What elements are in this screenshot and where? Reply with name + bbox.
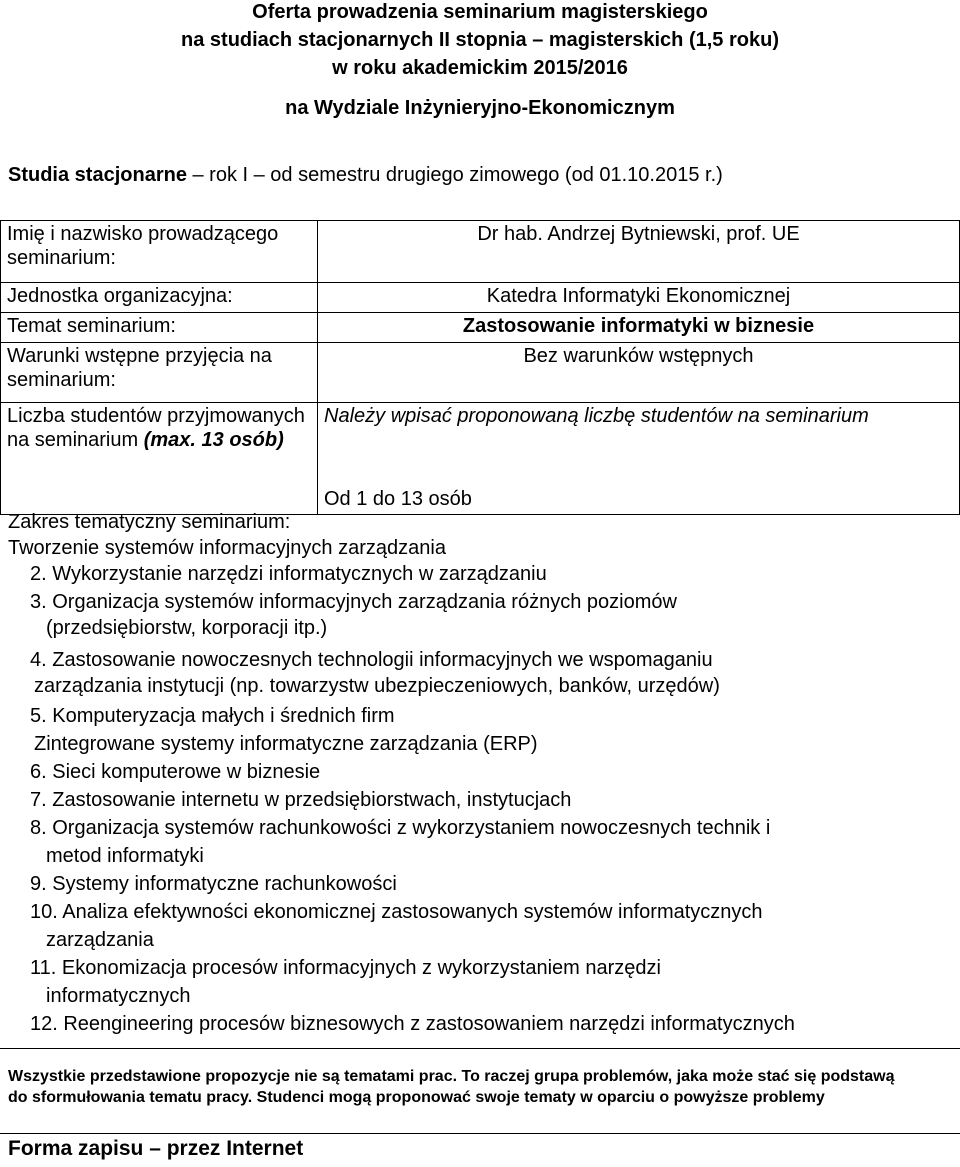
topic-item: 4. Zastosowanie nowoczesnych technologii informacyjnych we wspomaganiu	[30, 649, 713, 671]
topic-item: 11. Ekonomizacja procesów informacyjnych z wykorzystaniem narzędzi	[30, 957, 661, 979]
value-liczba	[318, 403, 960, 515]
label-liczba-max: (max. 13 osób)	[143, 429, 284, 451]
header-line-3: w roku akademickim 2015/2016	[332, 57, 628, 79]
row-liczba	[1, 403, 960, 515]
label-temat: Temat seminarium:	[1, 313, 318, 343]
value-temat: Zastosowanie informatyki w biznesie	[318, 313, 960, 343]
seminar-info-table	[0, 220, 960, 515]
zakres-first-item: Tworzenie systemów informacyjnych zarządzania	[8, 537, 446, 559]
studia-bold: Studia stacjonarne	[8, 164, 187, 186]
topic-item: informatycznych	[46, 985, 191, 1007]
topic-item: 12. Reengineering procesów biznesowych z zastosowaniem narzędzi informatycznych	[30, 1013, 795, 1035]
value-prowadzacy: Dr hab. Andrzej Bytniewski, prof. UE	[318, 221, 960, 283]
value-warunki: Bez warunków wstępnych	[318, 343, 960, 403]
divider	[0, 1048, 960, 1049]
topic-item: 6. Sieci komputerowe w biznesie	[30, 761, 321, 783]
header-line-1: Oferta prowadzenia seminarium magisterskiego	[252, 1, 708, 23]
label-liczba	[1, 403, 318, 515]
liczba-value: Od 1 do 13 osób	[324, 488, 472, 510]
topic-item: metod informatyki	[46, 845, 204, 867]
liczba-note: Należy wpisać proponowaną liczbę studentów na seminarium	[324, 405, 869, 427]
label-liczba-text: Liczba studentów przyjmowanych na seminarium	[7, 405, 305, 451]
header-line-4: na Wydziale Inżynieryjno-Ekonomicznym	[285, 97, 675, 119]
studia-line	[8, 162, 723, 188]
label-warunki: Warunki wstępne przyjęcia na seminarium:	[1, 343, 318, 403]
row-temat	[1, 313, 960, 343]
row-prowadzacy	[1, 221, 960, 283]
topic-item: 5. Komputeryzacja małych i średnich firm	[30, 705, 395, 727]
topic-item: Zintegrowane systemy informatyczne zarządzania (ERP)	[34, 733, 538, 755]
topic-item: 7. Zastosowanie internetu w przedsiębiorstwach, instytucjach	[30, 789, 572, 811]
topic-item: zarządzania	[46, 929, 154, 951]
header-line-2: na studiach stacjonarnych II stopnia – magisterskich (1,5 roku)	[181, 29, 779, 51]
topic-item: (przedsiębiorstw, korporacji itp.)	[46, 617, 328, 639]
topic-item: 9. Systemy informatyczne rachunkowości	[30, 873, 397, 895]
topic-item: 3. Organizacja systemów informacyjnych zarządzania różnych poziomów	[30, 591, 677, 613]
row-warunki	[1, 343, 960, 403]
zakres-title: Zakres tematyczny seminarium:	[8, 511, 291, 533]
topic-item: 8. Organizacja systemów rachunkowości z wykorzystaniem nowoczesnych technik i	[30, 817, 771, 839]
studia-rest: – rok I – od semestru drugiego zimowego (od 01.10.2015 r.)	[186, 164, 723, 186]
forma-zapisu: Forma zapisu – przez Internet	[8, 1137, 304, 1160]
topic-item: 2. Wykorzystanie narzędzi informatycznych w zarządzaniu	[30, 563, 547, 585]
footer-note: Wszystkie przedstawione propozycje nie są tematami prac. To raczej grupa problemów, jaka może stać się podstawą do sformułowania tematu pracy. Studenci mogą proponować swoje tematy w oparciu o powyższe problemy	[8, 1068, 895, 1106]
topic-item: zarządzania instytucji (np. towarzystw ubezpieczeniowych, banków, urzędów)	[34, 675, 720, 697]
divider	[0, 1133, 960, 1134]
row-jednostka	[1, 283, 960, 313]
label-prowadzacy: Imię i nazwisko prowadzącego seminarium:	[1, 221, 318, 283]
topic-item: 10. Analiza efektywności ekonomicznej zastosowanych systemów informatycznych	[30, 901, 763, 923]
label-jednostka: Jednostka organizacyjna:	[1, 283, 318, 313]
value-jednostka: Katedra Informatyki Ekonomicznej	[318, 283, 960, 313]
